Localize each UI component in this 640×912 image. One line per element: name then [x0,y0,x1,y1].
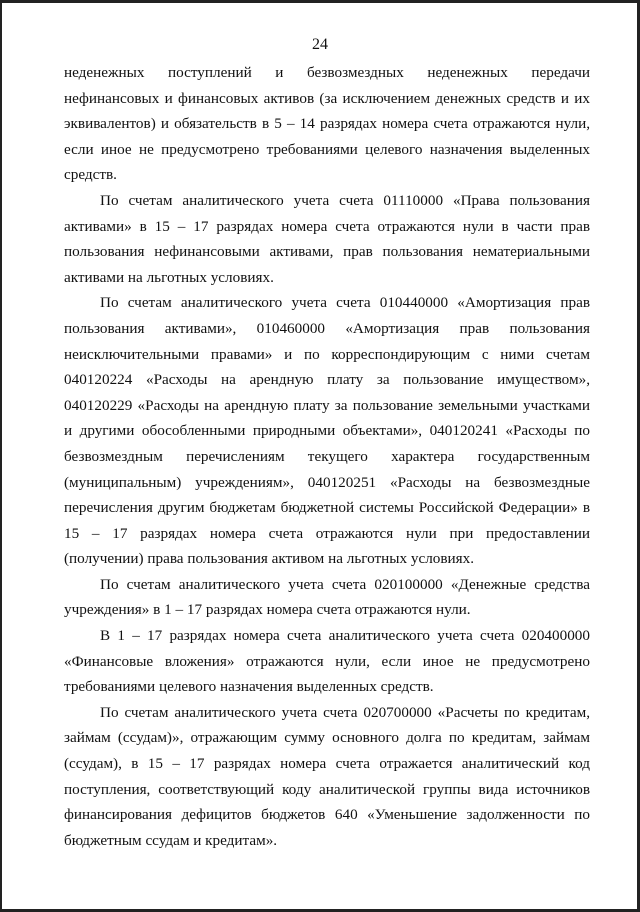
paragraph-financial-investments: В 1 – 17 разрядах номера счета аналитического учета счета 020400000 «Финансовые вложения» отражаются нули, если иное не предусмотрено требованиями целевого назначения выделенных средств. [64,627,590,696]
page-edge-left [0,0,2,912]
paragraph-continuation: неденежных поступлений и безвозмездных неденежных передачи нефинансовых и финансовых активов (за исключением денежных средств и их эквивалентов) и обязательств в 5 – 14 разрядах номера счета отражаются нули, если иное не предусмотрено требованиями целевого назначения выделенных средств. [64,64,590,184]
paragraph-loans: По счетам аналитического учета счета 020700000 «Расчеты по кредитам, займам (ссудам)», отражающим сумму основного долга по кредитам, займам (ссудам), в 15 – 17 разрядах номера счета отражается аналитический код поступления, соответствующий коду аналитической группы вида источников финансирования дефицитов бюджетов 640 «Уменьшение задолженности по бюджетным ссудам и кредитам». [64,703,590,849]
paragraph-cash: По счетам аналитического учета счета 020100000 «Денежные средства учреждения» в 1 – 17 разрядах номера счета отражаются нули. [64,575,590,619]
page-number: 24 [312,36,328,53]
paragraph-usage-rights: По счетам аналитического учета счета 01110000 «Права пользования активами» в 15 – 17 разрядах номера счета отражаются нули в части прав пользования нефинансовыми активами, прав пользования нематериальными активами на льготных условиях. [64,191,590,286]
page-edge-top [0,0,640,3]
paragraph-amortization: По счетам аналитического учета счета 010440000 «Амортизация прав пользования активами», 010460000 «Амортизация прав пользования неисключительными правами» и по корреспондирующим с ними счетам 040120224 «Расходы на арендную плату за пользование имуществом», 040120229 «Расходы на арендную плату за пользование земельными участками и другими обособленными природными объектами», 040120241 «Расходы по безвозмездным перечислениям текущего характера государственным (муниципальным) учреждениям», 040120251 «Расходы на безвозмездные перечисления другим бюджетам бюджетной системы Российской Федерации» в 15 – 17 разрядах номера счета отражаются нули при предоставлении (получении) права пользования активом на льготных условиях. [64,294,590,568]
document-body [64,60,590,853]
